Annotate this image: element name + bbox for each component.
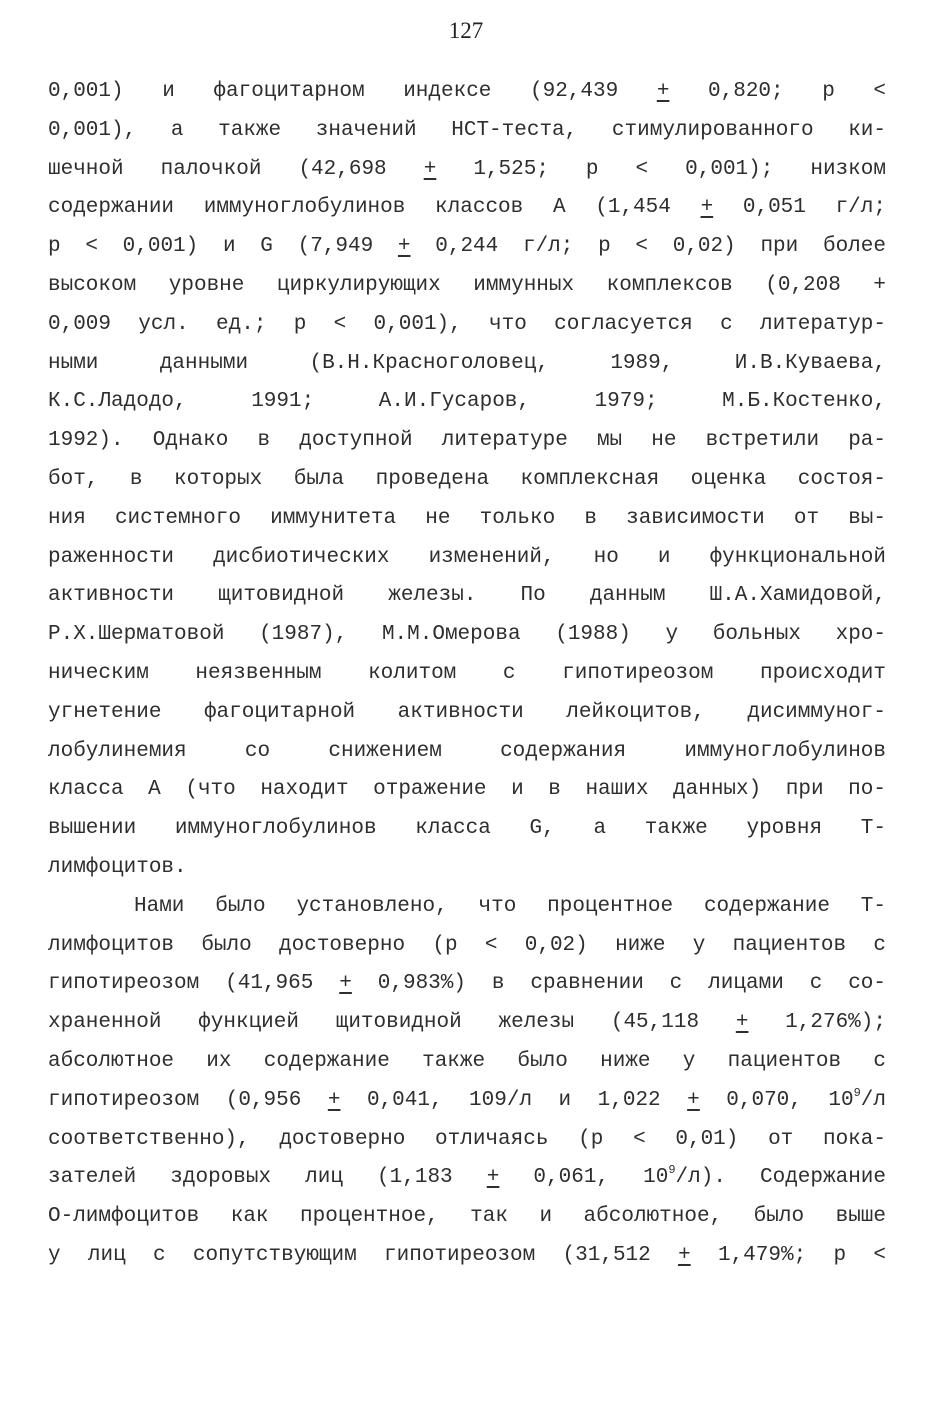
- text-line: ническим неязвенным колитом с гипотиреозом происходит: [48, 661, 886, 685]
- text-line: абсолютное их содержание также было ниже у пациентов с: [48, 1049, 886, 1073]
- paragraph-1: [48, 73, 886, 888]
- text-line: [48, 1082, 886, 1121]
- text-segment: зателей здоровых лиц (1,183 + 0,061, 10: [48, 1166, 669, 1190]
- text-line: К.С.Ладодо, 1991; А.И.Гусаров, 1979; М.Б.Костенко,: [48, 390, 886, 414]
- plus-minus-sign: +: [397, 235, 411, 259]
- text-line: 0,001), а также значений НСТ-теста, стимулированного ки-: [48, 118, 886, 142]
- text-segment: /л). Содержание: [675, 1166, 887, 1190]
- superscript: 9: [853, 1085, 861, 1100]
- text-line: ными данными (В.Н.Красноголовец, 1989, И.В.Куваева,: [48, 351, 886, 375]
- plus-minus-sign: +: [656, 80, 670, 103]
- plus-minus-sign: +: [339, 972, 352, 996]
- text-line: класса А (что находит отражение и в наших данных) при по-: [48, 778, 886, 802]
- text-line: высоком уровне циркулирующих иммунных комплексов (0,208 +: [48, 273, 886, 297]
- text-line: угнетение фагоцитарной активности лейкоцитов, дисиммуног-: [48, 700, 886, 724]
- text-segment: /л: [860, 1088, 886, 1112]
- plus-minus-sign: +: [678, 1243, 691, 1267]
- text-line: Р.Х.Шерматовой (1987), М.М.Омерова (1988) у больных хро-: [48, 623, 886, 647]
- page-number: 127: [448, 18, 484, 43]
- text-line: 0,001) и фагоцитарном индексе (92,439 + 0,820; p <: [48, 80, 887, 103]
- body-text: [48, 73, 886, 1276]
- text-line: раженности дисбиотических изменений, но и функциональной: [48, 545, 886, 569]
- text-line: [48, 1159, 886, 1198]
- text-line: содержании иммуноглобулинов классов А (1,454 + 0,051 г/л;: [48, 196, 886, 220]
- text-line: лобулинемия со снижением содержания иммуноглобулинов: [48, 739, 886, 763]
- plus-minus-sign: +: [327, 1088, 341, 1112]
- text-segment: гипотиреозом (0,956 + 0,041, 109/л и 1,022 + 0,070, 10: [48, 1088, 854, 1112]
- text-line: бот, в которых была проведена комплексная оценка состоя-: [48, 467, 886, 491]
- text-line: соответственно), достоверно отличаясь (p < 0,01) от пока-: [48, 1127, 886, 1151]
- text-line: 0,009 усл. ед.; p < 0,001), что согласуется с литератур-: [48, 312, 886, 336]
- text-line: у лиц с сопутствующим гипотиреозом (31,512 + 1,479%; p <: [48, 1243, 886, 1267]
- superscript: 9: [668, 1163, 676, 1178]
- text-line: Нами было установлено, что процентное содержание Т-: [134, 894, 886, 918]
- text-line: шечной палочкой (42,698 + 1,525; p < 0,001); низком: [48, 157, 886, 181]
- text-line: p < 0,001) и G (7,949 + 0,244 г/л; p < 0,02) при более: [48, 235, 886, 259]
- plus-minus-sign: +: [700, 196, 714, 220]
- text-line: вышении иммуноглобулинов класса G, а также уровня Т-: [48, 817, 886, 841]
- paragraph-2: [48, 888, 886, 1276]
- plus-minus-sign: +: [423, 157, 437, 181]
- plus-minus-sign: +: [486, 1166, 500, 1190]
- text-line: лимфоцитов.: [48, 855, 187, 879]
- text-line: храненной функцией щитовидной железы (45,118 + 1,276%);: [48, 1011, 886, 1035]
- text-line: О-лимфоцитов как процентное, так и абсолютное, было выше: [48, 1205, 886, 1229]
- text-line: лимфоцитов было достоверно (p < 0,02) ниже у пациентов с: [48, 933, 886, 957]
- text-line: ния системного иммунитета не только в зависимости от вы-: [48, 506, 886, 530]
- text-line: активности щитовидной железы. По данным Ш.А.Хамидовой,: [48, 584, 886, 608]
- text-line: гипотиреозом (41,965 + 0,983%) в сравнении с лицами с со-: [48, 972, 886, 996]
- plus-minus-sign: +: [687, 1088, 700, 1112]
- plus-minus-sign: +: [735, 1011, 749, 1035]
- text-line: 1992). Однако в доступной литературе мы не встретили ра-: [48, 429, 886, 453]
